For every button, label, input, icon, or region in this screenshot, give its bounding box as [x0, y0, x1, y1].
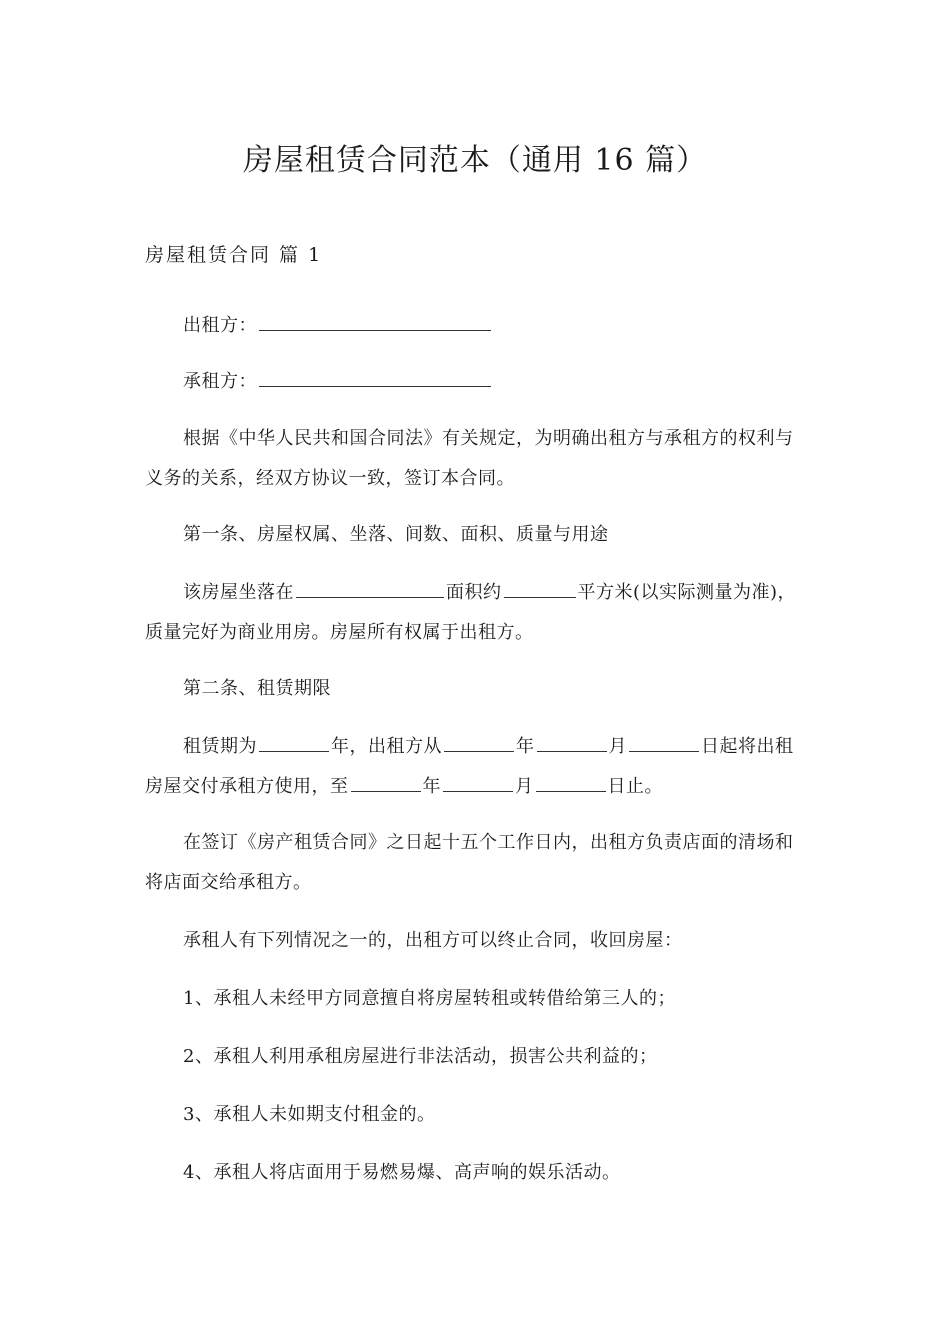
lessor-label: 出租方： — [183, 315, 257, 336]
start-label: 年，出租方从 — [331, 736, 442, 757]
start-day-label: 日起将出租 — [701, 736, 794, 757]
article-1-line-1 — [145, 577, 848, 609]
area-unit: 平方米(以实际测量为准)， — [577, 582, 797, 603]
termination-intro: 承租人有下列情况之一的，出租方可以终止合同，收回房屋： — [183, 930, 683, 951]
end-year-blank — [351, 773, 421, 792]
start-month-label: 月 — [608, 736, 627, 757]
article-2-line-1 — [145, 731, 848, 763]
location-blank — [296, 579, 444, 598]
end-year-label: 年 — [422, 776, 441, 797]
article-2-line-2 — [145, 771, 810, 803]
start-year-label: 年 — [516, 736, 535, 757]
list-item: 1、承租人未经甲方同意擅自将房屋转租或转借给第三人的； — [183, 988, 676, 1009]
article-2-title: 第二条、租赁期限 — [183, 678, 331, 699]
lessor-blank — [259, 312, 491, 331]
start-year-blank — [444, 733, 514, 752]
lessor-line — [145, 310, 848, 342]
intro-line-2: 义务的关系，经双方协议一致，签订本合同。 — [145, 468, 515, 489]
location-label: 该房屋坐落在 — [183, 582, 294, 603]
end-day-label: 日止。 — [607, 776, 663, 797]
list-item: 4、承租人将店面用于易燃易爆、高声响的娱乐活动。 — [183, 1162, 621, 1183]
list-item: 2、承租人利用承租房屋进行非法活动，损害公共利益的； — [183, 1046, 658, 1067]
start-month-blank — [537, 733, 607, 752]
area-label: 面积约 — [446, 582, 502, 603]
end-month-blank — [443, 773, 513, 792]
document-title: 房屋租赁合同范本（通用 16 篇） — [242, 143, 708, 178]
term-label: 租赁期为 — [183, 736, 257, 757]
area-blank — [504, 579, 576, 598]
start-day-blank — [629, 733, 699, 752]
handover-line-2: 将店面交给承租方。 — [145, 872, 312, 893]
end-label: 房屋交付承租方使用，至 — [145, 776, 349, 797]
lessee-blank — [259, 368, 491, 387]
handover-line-1: 在签订《房产租赁合同》之日起十五个工作日内，出租方负责店面的清场和 — [183, 832, 794, 853]
lessee-line — [145, 366, 848, 398]
term-years-blank — [259, 733, 329, 752]
end-day-blank — [536, 773, 606, 792]
intro-line-1: 根据《中华人民共和国合同法》有关规定，为明确出租方与承租方的权利与 — [183, 428, 794, 449]
end-month-label: 月 — [515, 776, 534, 797]
article-1-title: 第一条、房屋权属、坐落、间数、面积、质量与用途 — [183, 524, 609, 545]
lessee-label: 承租方： — [183, 371, 257, 392]
list-item: 3、承租人未如期支付租金的。 — [183, 1104, 436, 1125]
article-1-line-2: 质量完好为商业用房。房屋所有权属于出租方。 — [145, 622, 534, 643]
section-heading: 房屋租赁合同 篇 1 — [145, 244, 323, 266]
